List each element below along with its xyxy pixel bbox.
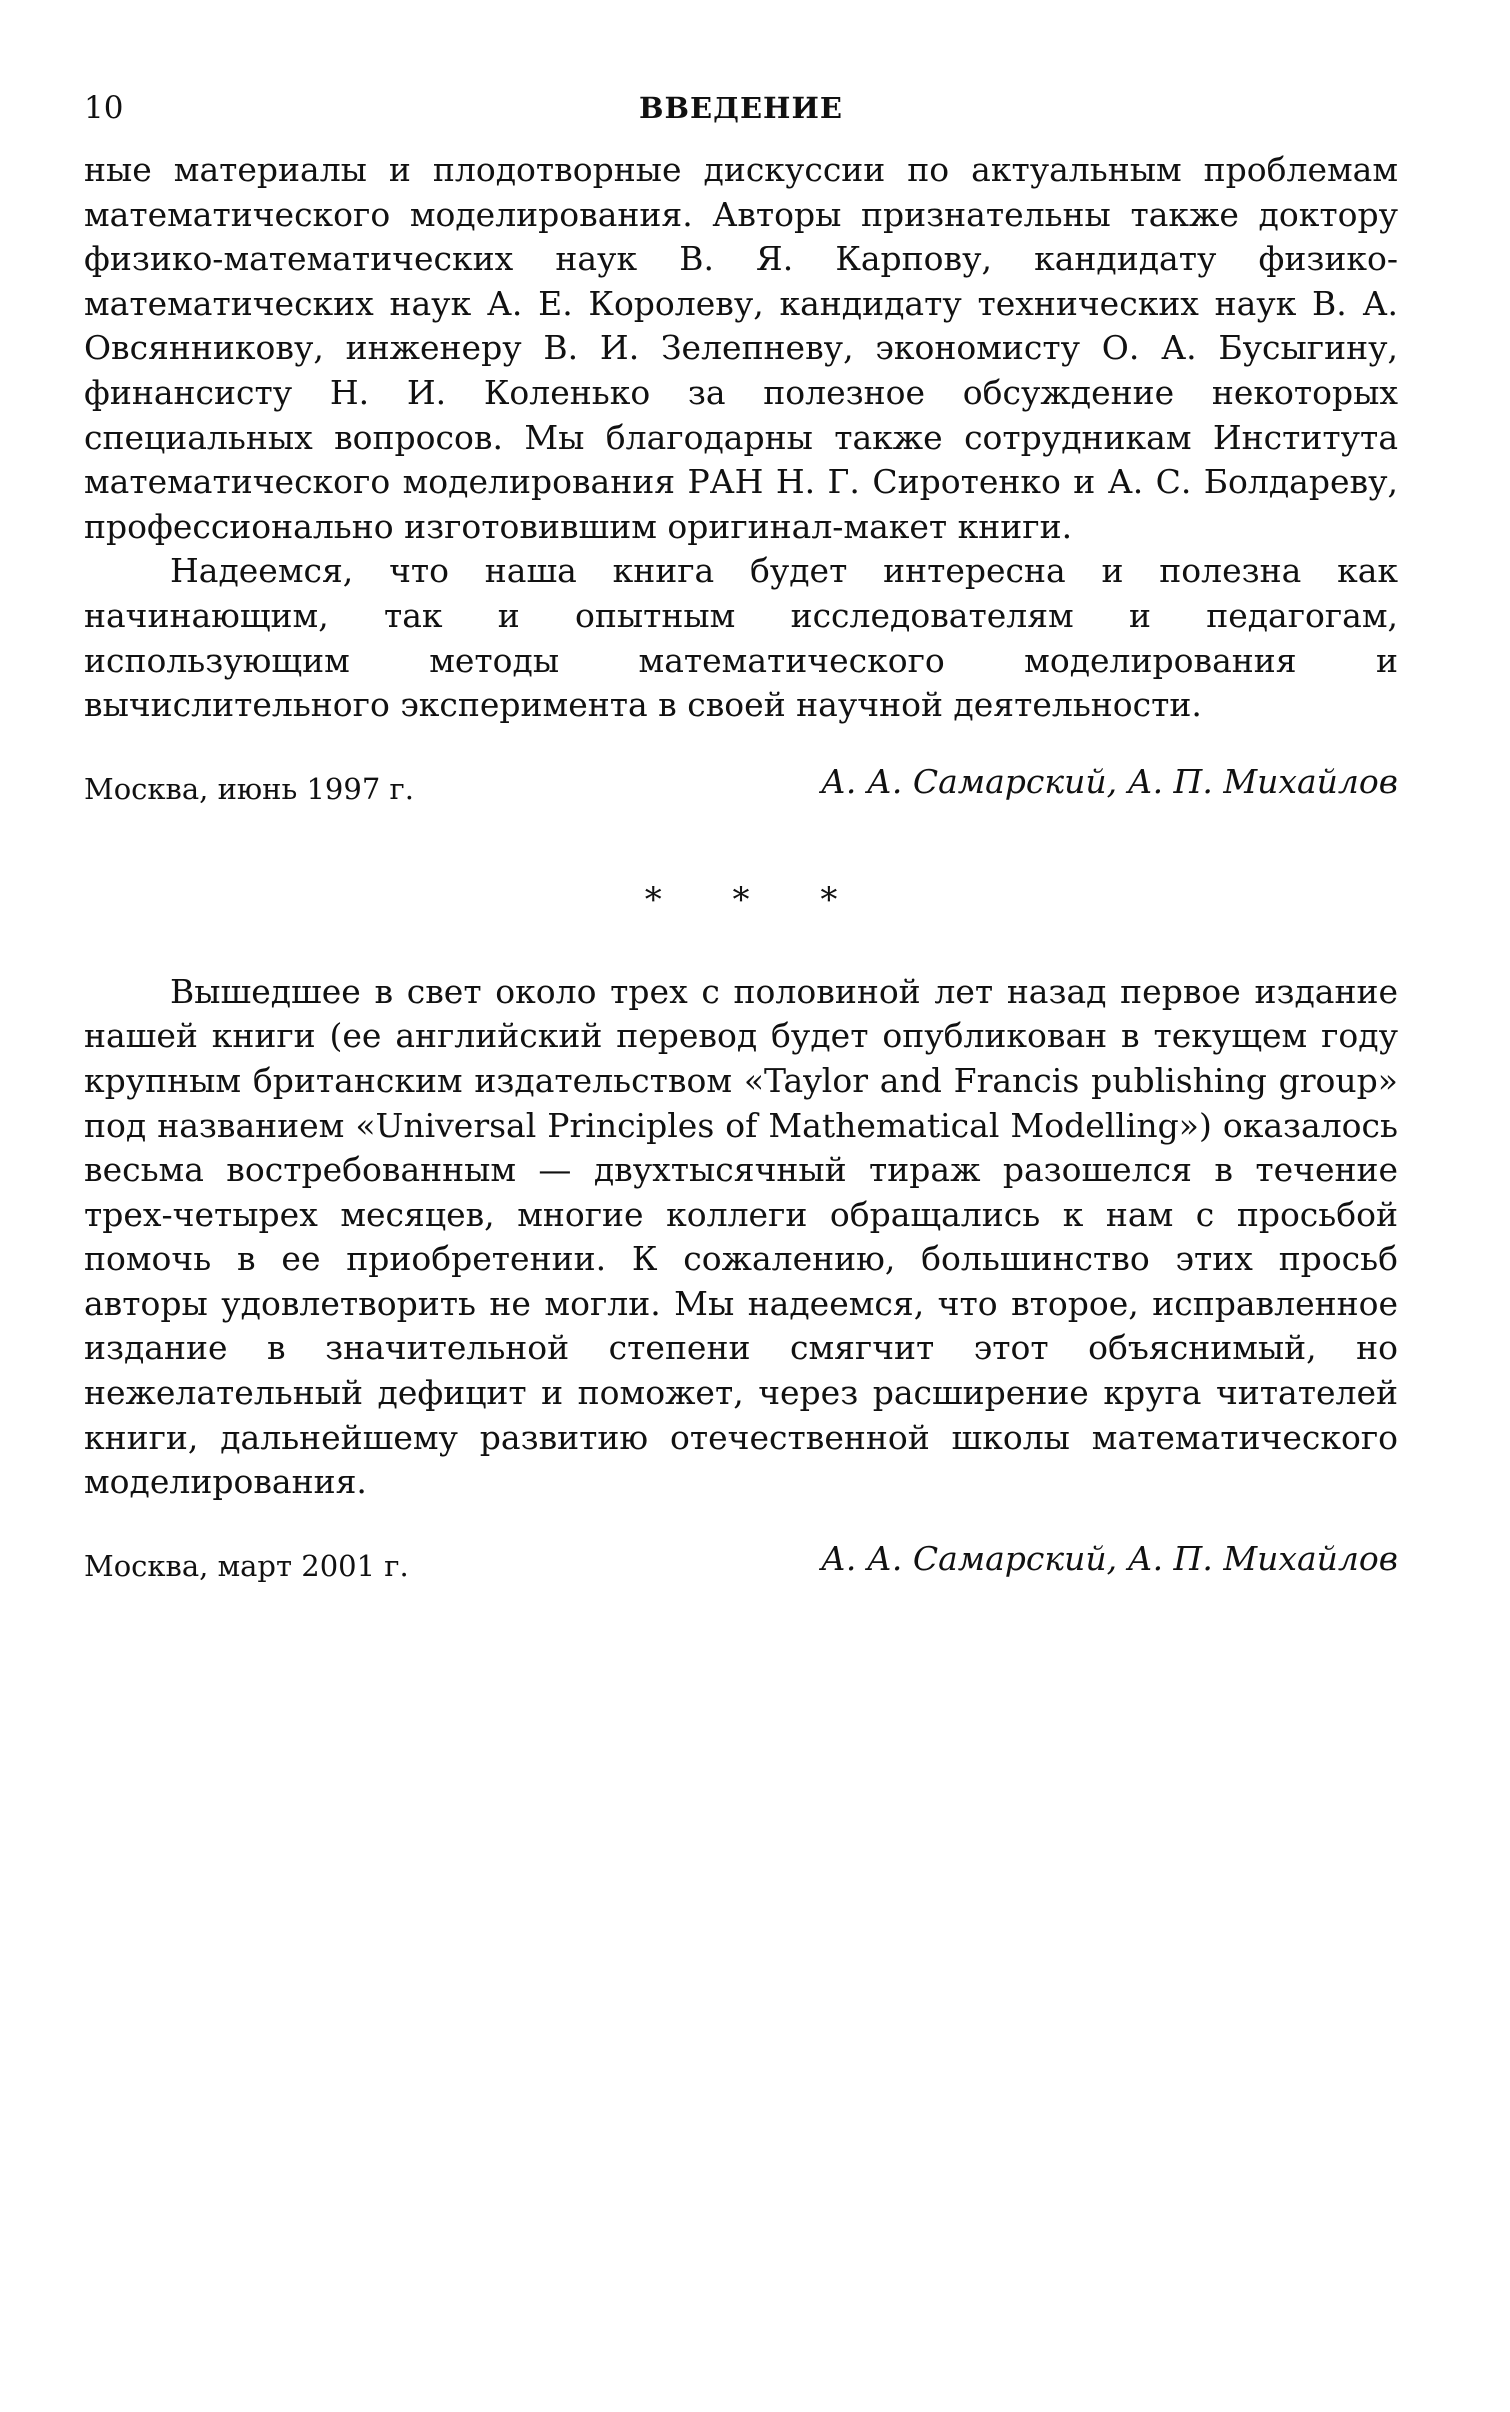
page-number: 10 [84, 90, 124, 126]
paragraph-hope: Надеемся, что наша книга будет интересна и полезна как начинающим, так и опытным исследователям и педагогам, использующим методы математического моделирования и вычислительного эксперимента в своей научной деятельности. [84, 551, 1398, 725]
section-title: ВВЕДЕНИЕ [639, 91, 843, 125]
signature-place-date: Москва, март 2001 г. [84, 1548, 409, 1583]
book-page [84, 82, 1398, 1599]
section-divider [84, 880, 1398, 920]
divider-star: * [820, 879, 838, 920]
divider-star: * [732, 879, 750, 920]
signature-place-date: Москва, июнь 1997 г. [84, 771, 414, 806]
signature-2001 [84, 1539, 1398, 1599]
divider-star: * [644, 879, 662, 920]
running-head [84, 82, 1398, 134]
preface-second-edition [84, 970, 1398, 1505]
paragraph-acknowledgements: ные материалы и плодотворные дискуссии по актуальным проблемам математического моделирования. Авторы признательны также доктору физико-математических наук В. Я. Карпову, кандидату физико-математических наук А. Е. Королеву, кандидату технических наук В. А. Овсянникову, инженеру В. И. Зелепневу, экономисту О. А. Бусыгину, финансисту Н. И. Коленько за полезное обсуждение некоторых специальных вопросов. Мы благодарны также сотрудникам Института математического моделирования РАН Н. Г. Сиротенко и А. С. Болдареву, профессионально изготовившим оригинал-макет книги. [84, 150, 1398, 546]
signature-authors: А. А. Самарский, А. П. Михайлов [820, 761, 1398, 801]
preface-first-edition [84, 148, 1398, 728]
paragraph-second-edition: Вышедшее в свет около трех с половиной лет назад первое издание нашей книги (ее английский перевод будет опубликован в текущем году крупным британским издательством «Taylor and Francis publishing group» под названием «Universal Principles of Mathematical Modelling») оказалось весьма востребованным — двухтысячный тираж разошелся в течение трех-четырех месяцев, многие коллеги обращались к нам с просьбой помочь в ее приобретении. К сожалению, большинство этих просьб авторы удовлетворить не могли. Мы надеемся, что второе, исправленное издание в значительной степени смягчит этот объяснимый, но нежелательный дефицит и поможет, через расширение круга читателей книги, дальнейшему развитию отечественной школы математического моделирования. [84, 971, 1398, 1502]
signature-authors: А. А. Самарский, А. П. Михайлов [820, 1538, 1398, 1578]
signature-1997 [84, 762, 1398, 822]
